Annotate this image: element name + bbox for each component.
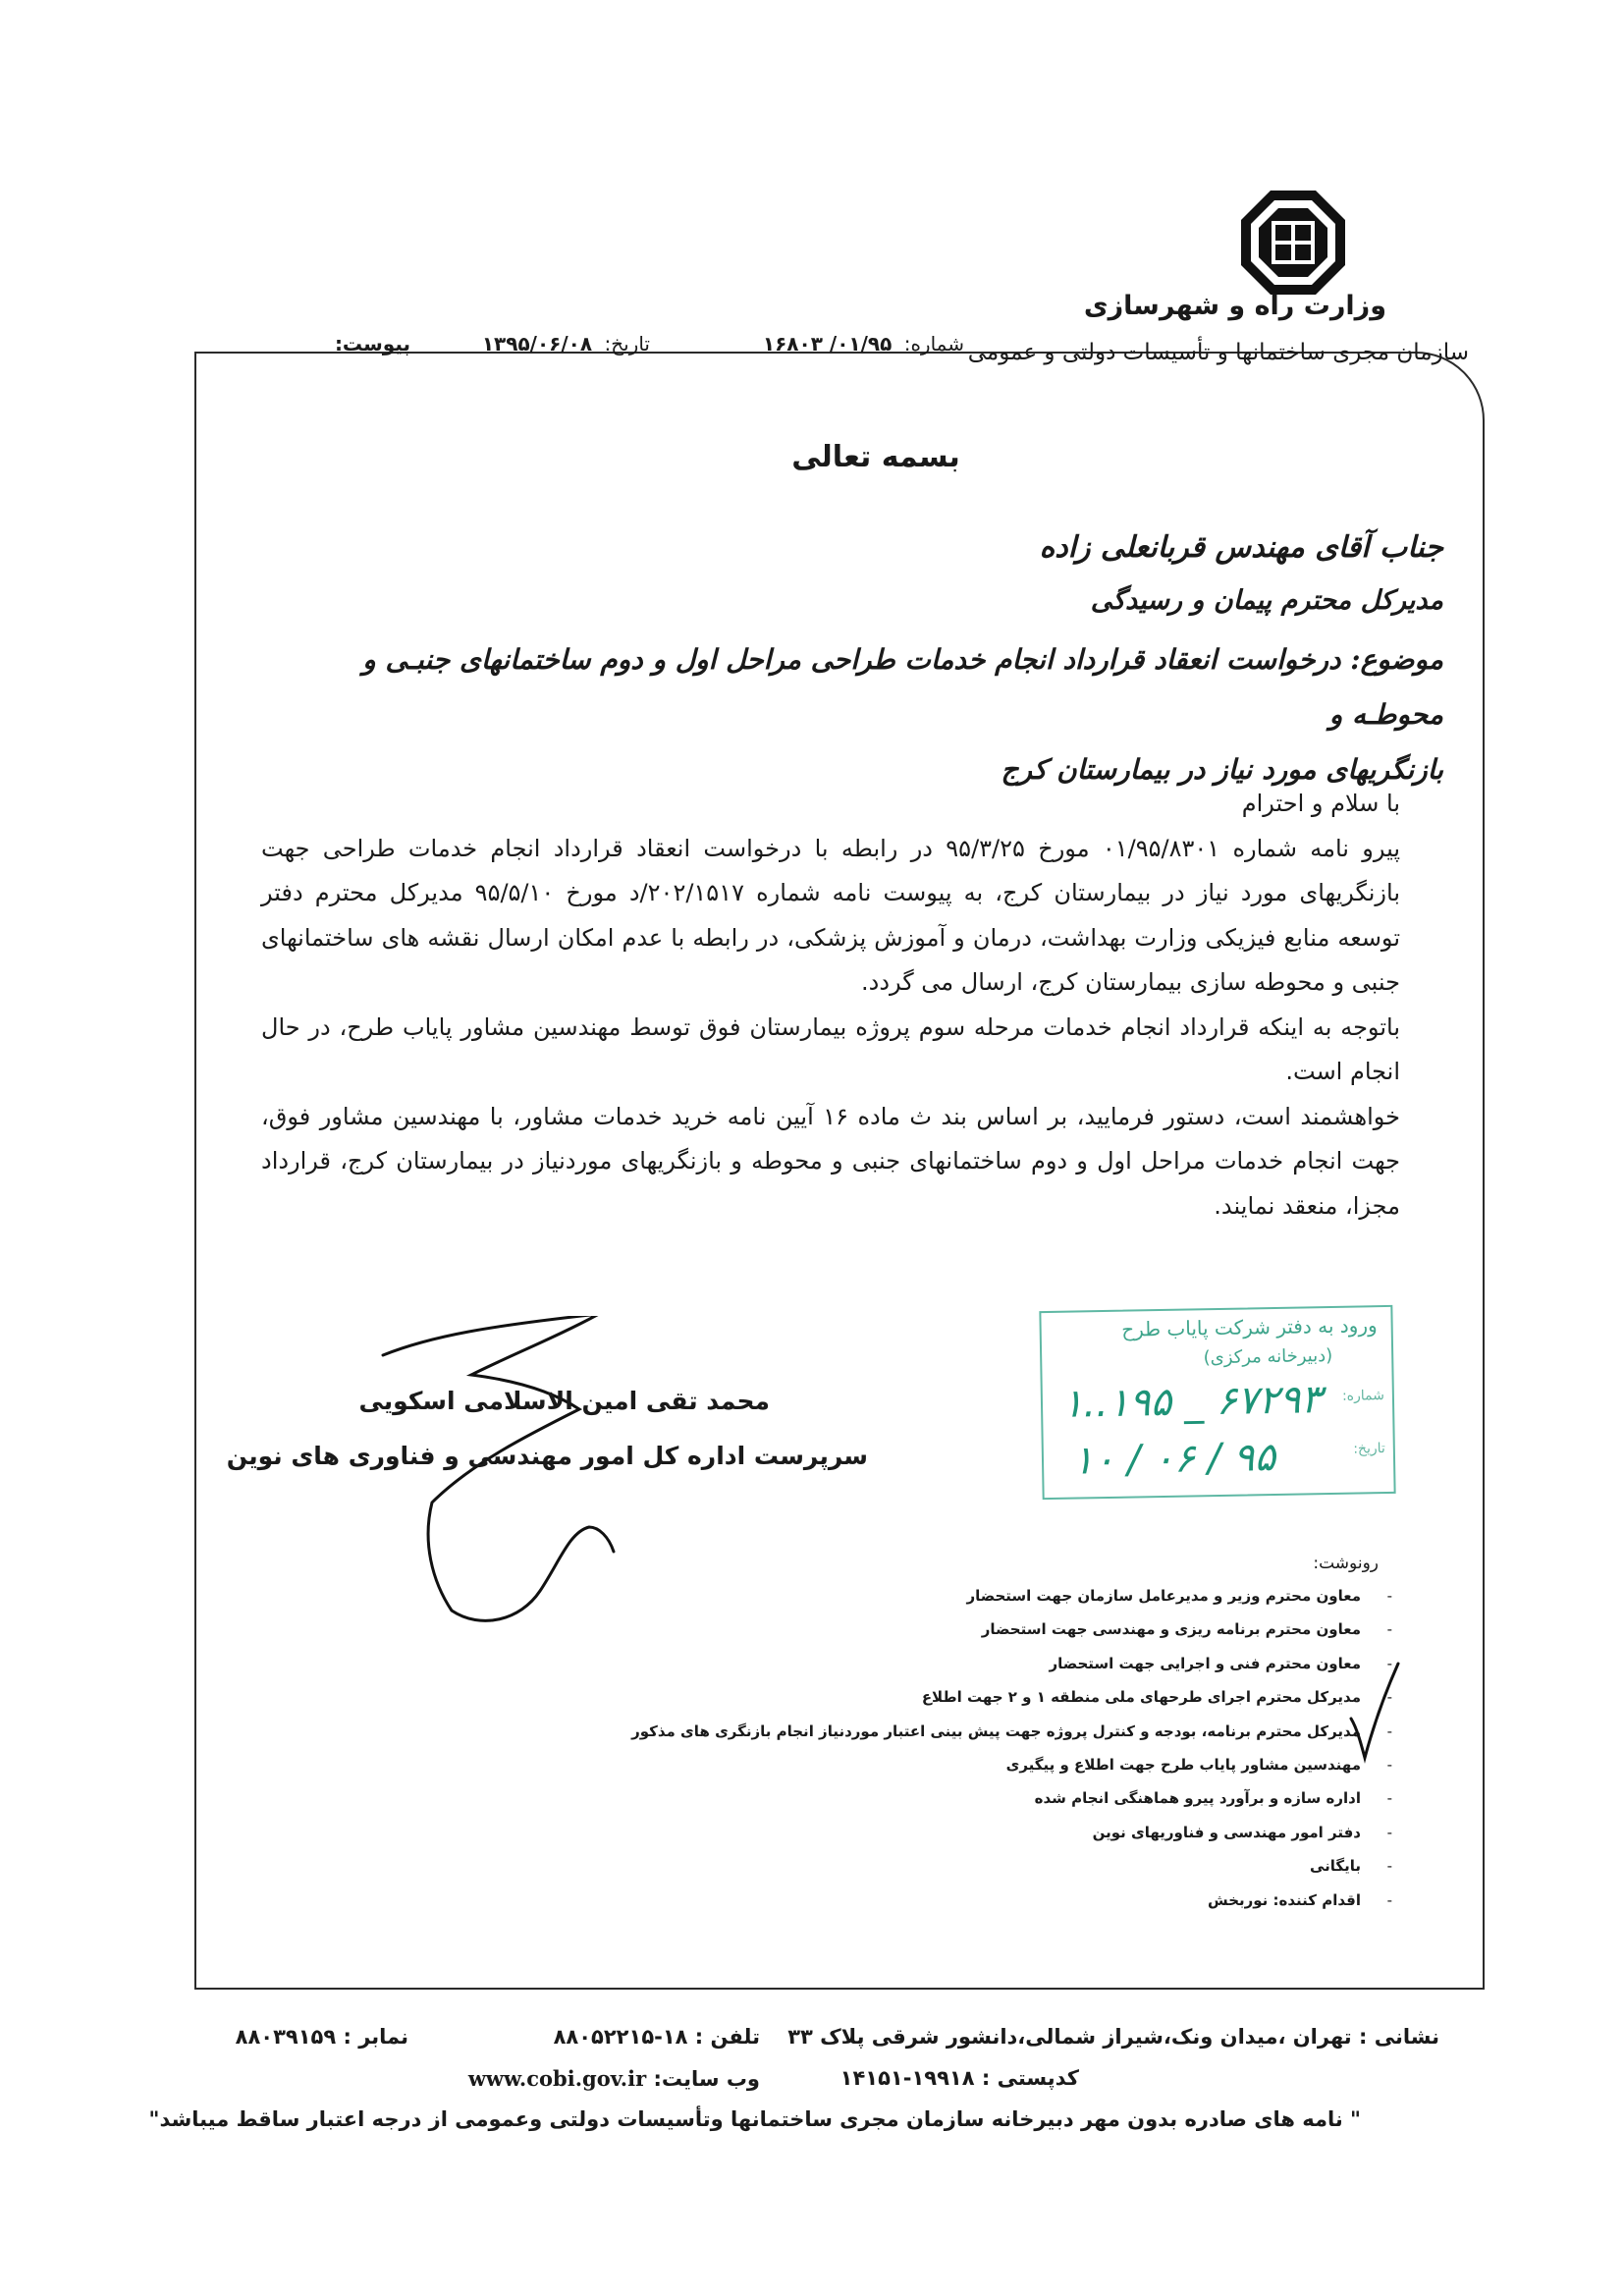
attachment-label: پیوست: [334, 332, 410, 355]
cc-item: - معاون محترم برنامه ریزی و مهندسی جهت استحضار [981, 1620, 1392, 1639]
stamp-date: ۹۵ / ۰۶ / ۱۰ [1071, 1434, 1276, 1484]
recipient-position: مدیرکل محترم پیمان و رسیدگی [1090, 585, 1443, 616]
organization-name: سازمان مجری ساختمانها و تأسیسات دولتی و عمومی [967, 340, 1469, 365]
cc-item: - اداره سازه و برآورد پیرو هماهنگی انجام شده [1034, 1789, 1392, 1808]
footer-address: نشانی : تهران ،میدان ونک،شیراز شمالی،دانشور شرقی پلاک ۳۳ [787, 2025, 1439, 2049]
letter-body [261, 782, 1400, 1229]
stamp-number: ۱..۱۹۵ _ ۶۷۲۹۳ [1061, 1377, 1323, 1427]
cc-item-text: مهندسین مشاور پایاب طرح جهت اطلاع و پیگیری [1005, 1755, 1361, 1774]
cc-item-text: دفتر امور مهندسی و فناوریهای نوین [1092, 1823, 1361, 1841]
letter-date [482, 332, 650, 355]
cc-item: - معاون محترم فنی و اجرایی جهت استحضار [1049, 1654, 1392, 1672]
cc-item-text: معاون محترم فنی و اجرایی جهت استحضار [1049, 1654, 1361, 1672]
ministry-logo-icon [1239, 189, 1347, 297]
footer-validity-notice: " نامه های صادره بدون مهر دبیرخانه سازمان مجری ساختمانها وتأسیسات دولتی وعمومی از درجه اعتبار ساقط میباشد" [148, 2107, 1361, 2131]
subject-line-1: موضوع: درخواست انعقاد قرارداد انجام خدمات طراحی مراحل اول و دوم ساختمانهای جنبـی و محوطـه و [362, 643, 1443, 731]
stamp-secretariat: (دبیرخانه مرکزی) [1203, 1344, 1333, 1369]
letter-subject [265, 632, 1443, 797]
handwritten-signature [363, 1316, 658, 1650]
greeting: با سلام و احترام [1241, 790, 1400, 817]
letter-number-value: ۰۱/۹۵/ ۱۶۸۰۳ [762, 332, 893, 355]
recipient-name: جناب آقای مهندس قربانعلی زاده [1039, 530, 1443, 565]
cc-item: - مهندسین مشاور پایاب طرح جهت اطلاع و پیگیری [1005, 1755, 1392, 1774]
cc-item-text: مدیرکل محترم برنامه، بودجه و کنترل پروژه جهت پیش بینی اعتبار موردنیاز انجام بازنگری های مذکور [631, 1722, 1361, 1740]
ministry-name: وزارت راه و شهرسازی [1083, 291, 1386, 321]
body-paragraph-2: باتوجه به اینکه قرارداد انجام خدمات مرحله سوم پروژه بیمارستان فوق توسط مهندسین مشاور پایاب طرح، در حال انجام است. [261, 1012, 1400, 1085]
cc-item: - اقدام کننده: نوربخش [1207, 1890, 1392, 1909]
cc-item-text: اقدام کننده: نوربخش [1207, 1890, 1361, 1909]
footer-website-link[interactable]: www.cobi.gov.ir [467, 2066, 647, 2091]
footer-fax: نمابر : ۸۸۰۳۹۱۵۹ [235, 2025, 408, 2049]
check-mark-icon [1343, 1660, 1402, 1768]
cc-list [631, 1579, 1392, 1917]
footer-website [468, 2066, 760, 2091]
subject-line-2: بازنگریهای مورد نیاز در بیمارستان کرج [1001, 753, 1443, 786]
cc-item: - مدیرکل محترم برنامه، بودجه و کنترل پروژه جهت پیش بینی اعتبار موردنیاز انجام بازنگری های مذکور [631, 1722, 1392, 1740]
cc-item: - معاون محترم وزیر و مدیرعامل سازمان جهت استحضار [966, 1587, 1392, 1605]
body-paragraph-3: خواهشمند است، دستور فرمایید، بر اساس بند ث ماده ۱۶ آیین نامه خرید خدمات مشاور، با مهندسین مشاور فوق، جهت انجام خدمات مراحل اول و دوم ساختمانهای جنبی و محوطه و بازنگریهای موردنیاز در بیمارستان کرج، قرارداد مجزا، منعقد نمایند. [261, 1102, 1401, 1220]
letter-date-label: تاریخ: [604, 332, 650, 355]
cc-item-text: معاون محترم وزیر و مدیرعامل سازمان جهت استحضار [966, 1587, 1361, 1605]
letter-date-value: ۱۳۹۵/۰۶/۰۸ [481, 332, 593, 355]
basmala: بسمه تعالی [791, 440, 960, 474]
stamp-number-label: شماره: [1341, 1388, 1385, 1404]
footer-phone: تلفن : ۱۸-۸۸۰۵۲۲۱۵ [553, 2025, 760, 2049]
cc-item: - مدیرکل محترم اجرای طرحهای ملی منطقه ۱ و ۲ جهت اطلاع [921, 1688, 1392, 1707]
cc-item: - بایگانی [1309, 1857, 1392, 1876]
cc-header: رونوشت: [1313, 1554, 1379, 1573]
signer-title: سرپرست اداره کل امور مهندسی و فناوری های نوین [226, 1442, 868, 1470]
letter-number [763, 332, 964, 355]
cc-item-text: مدیرکل محترم اجرای طرحهای ملی منطقه ۱ و ۲ جهت اطلاع [921, 1688, 1361, 1707]
signer-name: محمد تقی امین الاسلامی اسکویی [358, 1387, 770, 1415]
cc-item-text: معاون محترم برنامه ریزی و مهندسی جهت استحضار [981, 1620, 1361, 1639]
cc-item-text: اداره سازه و برآورد پیرو هماهنگی انجام شده [1034, 1789, 1361, 1808]
letter-number-label: شماره: [903, 332, 964, 355]
body-paragraph-1: پیرو نامه شماره ۰۱/۹۵/۸۳۰۱ مورخ ۹۵/۳/۲۵ در رابطه با درخواست انعقاد قرارداد انجام خدمات طراحی جهت بازنگریهای مورد نیاز در بیمارستان کرج، به پیوست نامه شماره ۲۰۲/۱۵۱۷/د مورخ ۹۵/۵/۱۰ مدیرکل محترم دفتر توسعه منابع فیزیکی وزارت بهداشت، درمان و آموزش پزشکی، در رابطه با عدم امکان ارسال نقشه های ساختمانهای جنبی و محوطه سازی بیمارستان کرج، ارسال می گردد. [261, 834, 1401, 996]
stamp-company: ورود به دفتر شرکت پایاب طرح [1121, 1313, 1378, 1341]
footer-postal-code: کدپستی : ۱۹۹۱۸-۱۴۱۵۱ [839, 2066, 1079, 2090]
stamp-date-label: تاریخ: [1353, 1441, 1385, 1457]
footer-website-label: وب سایت: [653, 2067, 760, 2091]
receipt-stamp [1039, 1305, 1395, 1500]
cc-item-text: بایگانی [1309, 1857, 1361, 1876]
cc-item: - دفتر امور مهندسی و فناوریهای نوین [1092, 1823, 1392, 1841]
